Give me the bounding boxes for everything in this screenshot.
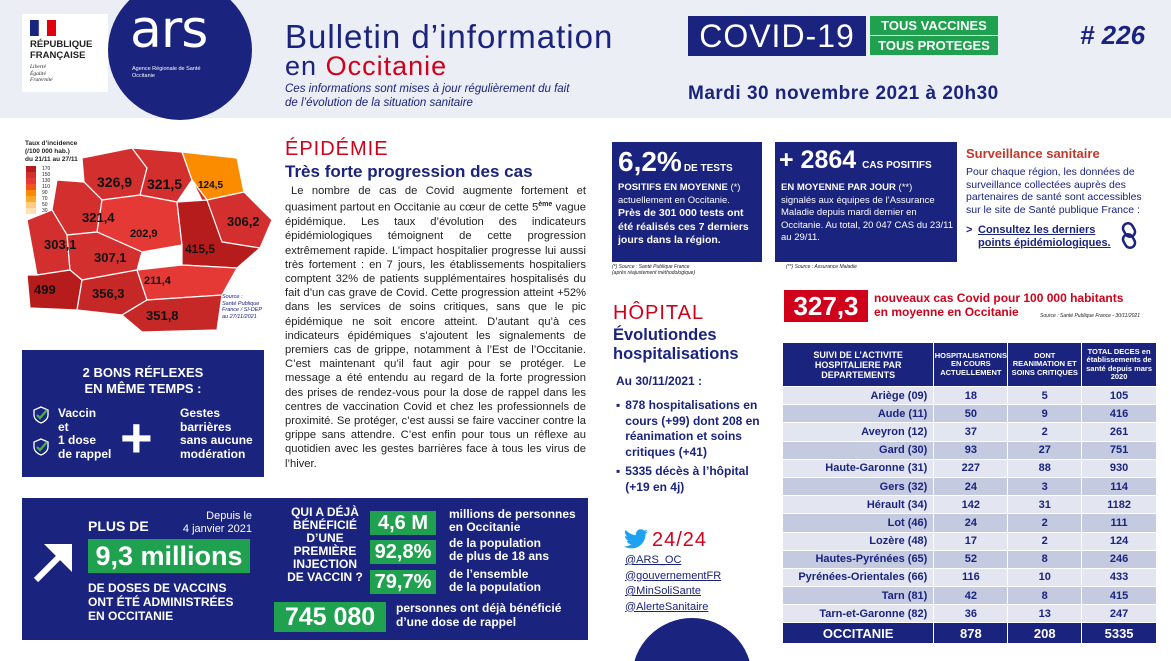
tests-line1: POSITIFS EN MOYENNE	[618, 182, 728, 193]
plus-icon: +	[120, 406, 153, 469]
table-cell-dept: Lot (46)	[783, 514, 934, 532]
first-injection-adults-value: 92,8%	[370, 540, 436, 564]
table-cell-hosp: 18	[934, 387, 1008, 405]
table-cell-hosp: 36	[934, 605, 1008, 623]
tous-proteges-badge: TOUS PROTEGES	[870, 36, 998, 55]
table-cell-hosp: 24	[934, 477, 1008, 495]
table-cell-deces: 1182	[1082, 496, 1157, 514]
reflexes-title: 2 BONS RÉFLEXES EN MÊME TEMPS :	[82, 365, 204, 396]
table-cell-deces: 124	[1082, 532, 1157, 550]
table-row	[783, 568, 1157, 586]
map-dept-value: 124,5	[198, 180, 224, 191]
map-dept-value: 415,5	[185, 242, 216, 256]
rappel-label: personnes ont déjà bénéficié d’une dose de rappel	[396, 601, 562, 629]
map-dept-value: 351,8	[146, 308, 179, 323]
vaccination-box	[22, 498, 588, 640]
table-cell-rea: 8	[1008, 587, 1082, 605]
table-cell-hosp: 116	[934, 568, 1008, 586]
legend-label: 70	[42, 196, 48, 202]
link-chain-icon[interactable]	[1118, 222, 1140, 250]
incidence-label: nouveaux cas Covid pour 100 000 habitants en moyenne en Occitanie	[874, 291, 1124, 319]
epidemie-text-part1: Le nombre de cas de Covid augmente fortement et quasiment partout en Occitanie au cœur de cette 5	[285, 185, 586, 214]
table-cell-hosp: 142	[934, 496, 1008, 514]
bulletin-date: Mardi 30 novembre 2021 à 20h30	[688, 83, 999, 104]
table-header-row	[783, 343, 1157, 387]
republique-label: RÉPUBLIQUE FRANÇAISE	[30, 39, 93, 61]
first-injection-adults-label: de la population de plus de 18 ans	[449, 536, 550, 563]
table-cell-hosp: 227	[934, 459, 1008, 477]
table-row	[783, 423, 1157, 441]
table-row	[783, 532, 1157, 550]
table-cell-dept: Lozère (48)	[783, 532, 934, 550]
shield-check-icon	[32, 406, 50, 424]
table-cell-rea: 31	[1008, 496, 1082, 514]
map-dept-value: 306,2	[227, 214, 260, 229]
legend-label: 170	[42, 166, 51, 172]
twitter-account-gouvernement[interactable]: @gouvernementFR	[625, 569, 722, 582]
twitter-account-ars[interactable]: @ARS_OC	[625, 554, 682, 566]
table-cell-deces: 105	[1082, 387, 1157, 405]
epidemie-text	[285, 184, 586, 471]
ars-logo: ars	[130, 0, 208, 60]
table-row	[783, 605, 1157, 623]
table-total-hosp: 878	[934, 623, 1008, 644]
table-cell-hosp: 93	[934, 441, 1008, 459]
hopital-bullet-1-text: 878 hospitalisations en cours (+99) dont 208 en réanimation et soins critiques (+41)	[625, 398, 760, 459]
tests-value: 6,2%	[618, 146, 682, 177]
legend-label: 110	[42, 184, 50, 190]
table-cell-dept: Tarn-et-Garonne (82)	[783, 605, 934, 623]
first-injection-millions-value: 4,6 M	[370, 511, 436, 535]
cases-star: (**)	[898, 182, 913, 193]
tous-vaccines-badge: TOUS VACCINES	[870, 16, 998, 35]
table-cell-rea: 3	[1008, 477, 1082, 495]
ars-subtitle: Agence Régionale de Santé Occitanie	[132, 66, 201, 79]
table-cell-dept: Tarn (81)	[783, 587, 934, 605]
table-cell-rea: 9	[1008, 405, 1082, 423]
hopital-subheading: Évolutiondes hospitalisations	[613, 326, 739, 363]
cases-headline	[779, 146, 932, 175]
republique-francaise-logo	[22, 14, 108, 92]
map-dept-value: 307,1	[94, 250, 127, 265]
table-cell-deces: 930	[1082, 459, 1157, 477]
hopital-date: Au 30/11/2021 :	[616, 374, 703, 388]
twitter-icon[interactable]	[624, 528, 648, 550]
map-dept-value: 202,9	[130, 228, 158, 240]
epidemie-subheading: Très forte progression des cas	[285, 162, 533, 181]
table-cell-rea: 88	[1008, 459, 1082, 477]
reflex-gestes: Gestes barrières sans aucune modération	[180, 406, 253, 461]
hospital-activity-table	[782, 342, 1157, 644]
table-cell-deces: 261	[1082, 423, 1157, 441]
table-cell-deces: 111	[1082, 514, 1157, 532]
hopital-bullet-2-text: 5335 décès à l’hôpital (+19 en 4j)	[625, 464, 749, 494]
cases-source: (**) Source : Assurance Maladie	[786, 264, 857, 270]
tests-description	[618, 182, 760, 248]
surveillance-link-arrow: >	[966, 224, 973, 236]
table-cell-dept: Aude (11)	[783, 405, 934, 423]
table-cell-rea: 10	[1008, 568, 1082, 586]
legend-label: 90	[42, 190, 48, 196]
hopital-bullet-1	[616, 398, 768, 460]
table-cell-deces: 751	[1082, 441, 1157, 459]
incidence-source: Source : Santé Publique France - 30/11/2021	[1040, 313, 1140, 319]
incidence-value: 327,3	[784, 290, 868, 322]
table-cell-dept: Hautes-Pyrénées (65)	[783, 550, 934, 568]
epidemie-heading: ÉPIDÉMIE	[285, 138, 389, 160]
table-cell-dept: Aveyron (12)	[783, 423, 934, 441]
table-cell-dept: Gard (30)	[783, 441, 934, 459]
table-cell-dept: Haute-Garonne (31)	[783, 459, 934, 477]
cases-line1: EN MOYENNE PAR JOUR	[781, 182, 896, 193]
update-note: Ces informations sont mises à jour régulièrement du fait de l’évolution de la situation sanitaire	[285, 83, 570, 109]
en-label: en	[285, 51, 318, 81]
first-injection-question: QUI A DÉJÀ BÉNÉFICIÉ D’UNE PREMIÈRE INJECTION DE VACCIN ?	[287, 505, 363, 584]
table-row	[783, 441, 1157, 459]
depuis-date: Depuis le 4 janvier 2021	[182, 510, 252, 535]
legend-label: 50	[42, 202, 48, 208]
header-departements: SUIVI DE L’ACTIVITE HOSPITALIERE PAR DEPARTEMENTS	[783, 343, 934, 387]
table-row	[783, 459, 1157, 477]
cases-unit: CAS POSITIFS	[862, 160, 932, 171]
header-deces: TOTAL DECES en établissements de santé depuis mars 2020	[1082, 343, 1157, 387]
covid-title-box: COVID-19	[688, 16, 866, 56]
table-cell-dept: Pyrénées-Orientales (66)	[783, 568, 934, 586]
table-cell-hosp: 17	[934, 532, 1008, 550]
issue-number: # 226	[1080, 20, 1146, 50]
table-row	[783, 496, 1157, 514]
plus-de-label: PLUS DE	[88, 518, 149, 534]
hopital-bullet-2	[616, 464, 768, 495]
legend-label: 150	[42, 172, 51, 178]
decorative-circle	[632, 618, 752, 661]
table-cell-deces: 415	[1082, 587, 1157, 605]
table-cell-rea: 8	[1008, 550, 1082, 568]
map-dept-value: 499	[34, 282, 56, 297]
table-cell-rea: 2	[1008, 532, 1082, 550]
map-dept-value: 303,1	[44, 237, 77, 252]
first-injection-all-label: de l’ensemble de la population	[449, 567, 541, 594]
table-cell-deces: 114	[1082, 477, 1157, 495]
tests-unit: DE TESTS	[683, 163, 733, 174]
header-hospitalisations: HOSPITALISATIONS EN COURS ACTUELLEMENT	[934, 343, 1008, 387]
table-cell-hosp: 42	[934, 587, 1008, 605]
table-row	[783, 514, 1157, 532]
table-cell-hosp: 37	[934, 423, 1008, 441]
rappel-value: 745 080	[274, 602, 386, 632]
bullet-icon: ▪	[616, 464, 621, 478]
table-total-row	[783, 623, 1157, 644]
cases-value: + 2864	[779, 146, 857, 174]
table-row	[783, 477, 1157, 495]
twitter-label: 24/24	[652, 529, 708, 551]
epidemie-text-part2: vague épidémique. Les taux d’évolution des indicateurs épidémiologiques témoignent de cette progression extrêmement rapide. L’impact hospitalier progresse lui aussi très fortement : en 7 jours, les établissements hospitaliers comptent 32% de patients supplémentaires hospitalisés du fait d’un cas grave de Covid. Cette progression atteint +52% dans les services de soins critiques, sans que le pic épidémique ne soit encore atteint. D’autant qu’à ces indicateurs épidémiques s’ajoutent les signalements de premiers cas de grippe, notamment à l’Est de l’Occitanie. C’est maintenant qu’il faut agir pour se protéger. Le message a été entendu au regard de la forte progression des prises de rendez-vous pour la dose de rappel dans les centres de vaccination Covid et chez les professionnels de proximité. Se protéger, c’est aussi se faire vacciner contre la grippe sans attendre. C’est enfin pour tous un réflexe au quotidien avec les gestes barrières face à tous les virus de l’hiver.	[285, 201, 586, 470]
table-total-dept: OCCITANIE	[783, 623, 934, 644]
epidemie-sup: ème	[538, 201, 553, 209]
header-reanimation: DONT REANIMATION ET SOINS CRITIQUES	[1008, 343, 1082, 387]
tests-star: (*)	[730, 182, 741, 193]
surveillance-link[interactable]: Consultez les derniers points épidémiologiques.	[978, 224, 1111, 249]
bulletin-title: Bulletin d’information	[285, 18, 614, 55]
surveillance-title: Surveillance sanitaire	[966, 146, 1100, 161]
table-row	[783, 405, 1157, 423]
bons-reflexes-box	[22, 350, 264, 477]
table-cell-deces: 246	[1082, 550, 1157, 568]
tests-stat-box	[612, 142, 762, 262]
cases-line2: signalés aux équipes de l’Assurance Maladie depuis mardi dernier en Occitanie. Au total, 20 047 CAS du 23/11 au 29/11.	[781, 194, 953, 243]
table-cell-deces: 247	[1082, 605, 1157, 623]
table-cell-hosp: 24	[934, 514, 1008, 532]
map-dept-value: 326,9	[97, 174, 133, 190]
table-cell-rea: 13	[1008, 605, 1082, 623]
map-legend-title: Taux d’incidence (/100 000 hab.) du 21/11 au 27/11	[25, 140, 78, 163]
tests-headline	[618, 146, 733, 178]
region-title	[285, 51, 447, 82]
arrow-up-right-icon	[30, 540, 76, 586]
tests-line2: actuellement en Occitanie.	[618, 194, 730, 206]
table-row	[783, 550, 1157, 568]
table-cell-dept: Ariège (09)	[783, 387, 934, 405]
surveillance-text: Pour chaque région, les données de surveillance collectées auprès des partenaires de santé sont accessibles sur le site de Santé publique France :	[966, 166, 1142, 216]
table-total-deces: 5335	[1082, 623, 1157, 644]
map-dept-value: 356,3	[92, 286, 125, 301]
map-dept-value: 211,4	[144, 275, 171, 287]
bullet-icon: ▪	[616, 398, 621, 412]
table-cell-dept: Gers (32)	[783, 477, 934, 495]
table-cell-hosp: 52	[934, 550, 1008, 568]
map-dept-value: 321,5	[147, 176, 183, 192]
doses-label: DE DOSES DE VACCINS ONT ÉTÉ ADMINISTRÉES EN OCCITANIE	[88, 581, 234, 623]
twitter-accounts	[625, 553, 721, 615]
doses-value: 9,3 millions	[88, 539, 250, 573]
map-dept-value: 321,4	[82, 210, 115, 225]
reflex-vaccin: Vaccin et 1 dose de rappel	[58, 406, 112, 461]
table-cell-deces: 416	[1082, 405, 1157, 423]
region-name: Occitanie	[325, 51, 448, 81]
map-source: Source : Santé Publique France / SI-DEP au 27/11/2021	[222, 294, 263, 320]
table-cell-rea: 2	[1008, 423, 1082, 441]
shield-check-icon	[32, 438, 50, 456]
marianne-icon	[30, 20, 56, 36]
devise-label: Liberté Égalité Fraternité	[30, 64, 53, 83]
table-cell-rea: 2	[1008, 514, 1082, 532]
table-cell-rea: 27	[1008, 441, 1082, 459]
tests-source: (*) Source : Santé Publique France (après réajustement méthodologique)	[612, 264, 696, 276]
twitter-account-minsolisante[interactable]: @MinSoliSante	[625, 585, 701, 597]
legend-label: 130	[42, 178, 51, 184]
twitter-account-alertesanitaire[interactable]: @AlerteSanitaire	[625, 600, 709, 613]
legend-label: 30	[42, 208, 48, 214]
tests-line3: Près de 301 000 tests ont été réalisés ces 7 derniers jours dans la région.	[618, 207, 749, 246]
table-cell-hosp: 50	[934, 405, 1008, 423]
table-cell-rea: 5	[1008, 387, 1082, 405]
cases-description	[781, 182, 953, 245]
table-body	[783, 387, 1157, 644]
table-cell-deces: 433	[1082, 568, 1157, 586]
table-row	[783, 387, 1157, 405]
hopital-heading: HÔPITAL	[613, 302, 705, 324]
table-total-rea: 208	[1008, 623, 1082, 644]
first-injection-all-value: 79,7%	[370, 570, 436, 594]
cases-stat-box	[775, 142, 957, 262]
table-row	[783, 587, 1157, 605]
hopital-bullets	[616, 398, 768, 495]
table-cell-dept: Hérault (34)	[783, 496, 934, 514]
first-injection-millions-label: millions de personnes en Occitanie	[449, 507, 576, 534]
